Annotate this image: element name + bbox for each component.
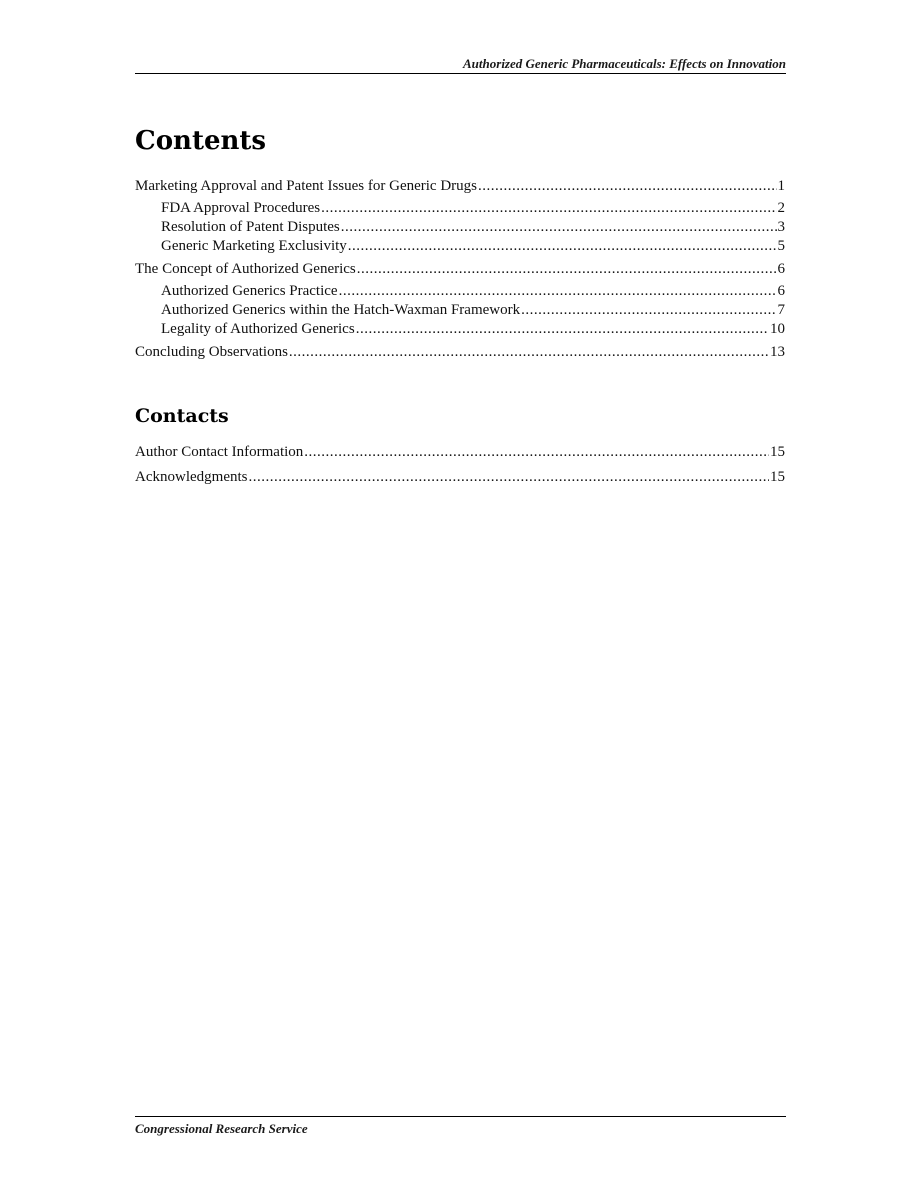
footer-organization: Congressional Research Service xyxy=(135,1121,308,1136)
toc-page-number: 6 xyxy=(777,261,785,277)
toc-page-number: 13 xyxy=(770,344,785,360)
toc-dot-leader xyxy=(356,320,769,339)
toc-dot-leader xyxy=(304,443,769,462)
toc-entry[interactable] xyxy=(135,343,785,362)
toc-dot-leader xyxy=(348,237,777,256)
toc-entry-title: Authorized Generics Practice xyxy=(161,283,338,299)
toc-dot-leader xyxy=(341,218,777,237)
toc-entry[interactable] xyxy=(135,468,785,487)
toc-entry-title: The Concept of Authorized Generics xyxy=(135,261,356,277)
toc-entry-title: Author Contact Information xyxy=(135,444,304,460)
toc-entry[interactable] xyxy=(161,282,785,301)
toc-entry[interactable] xyxy=(161,199,785,218)
toc-dot-leader xyxy=(478,177,777,196)
toc-entry[interactable] xyxy=(135,443,785,462)
toc-page-number: 10 xyxy=(770,321,785,337)
toc-entry[interactable] xyxy=(161,301,785,320)
toc-page-number: 5 xyxy=(777,238,785,254)
toc-entry-title: Generic Marketing Exclusivity xyxy=(161,238,347,254)
toc-dot-leader xyxy=(289,343,769,362)
toc-page-number: 3 xyxy=(777,219,785,235)
toc-dot-leader xyxy=(339,282,777,301)
toc-entry-title: Marketing Approval and Patent Issues for Generic Drugs xyxy=(135,178,477,194)
contents-heading: Contents xyxy=(135,126,267,156)
toc-dot-leader xyxy=(248,468,769,487)
toc-entry[interactable] xyxy=(161,237,785,256)
toc-dot-leader xyxy=(357,260,777,279)
toc-entry-title: Resolution of Patent Disputes xyxy=(161,219,340,235)
toc-dot-leader xyxy=(321,199,776,218)
toc-entry-title: Acknowledgments xyxy=(135,469,248,485)
contacts-toc xyxy=(135,443,785,488)
toc-page-number: 15 xyxy=(770,469,785,485)
toc-page-number: 1 xyxy=(777,178,785,194)
running-footer xyxy=(135,1116,786,1137)
toc-entry-title: FDA Approval Procedures xyxy=(161,200,321,216)
toc-page-number: 15 xyxy=(770,444,785,460)
contents-toc xyxy=(135,177,785,362)
toc-entry[interactable] xyxy=(135,177,785,196)
toc-entry-title: Authorized Generics within the Hatch-Waxman Framework xyxy=(161,302,521,318)
toc-entry[interactable] xyxy=(161,218,785,237)
toc-dot-leader xyxy=(521,301,776,320)
toc-page-number: 7 xyxy=(777,302,785,318)
toc-entry-title: Legality of Authorized Generics xyxy=(161,321,355,337)
toc-entry-title: Concluding Observations xyxy=(135,344,288,360)
toc-entry[interactable] xyxy=(161,320,785,339)
running-header xyxy=(135,56,786,74)
toc-page-number: 6 xyxy=(777,283,785,299)
contacts-heading: Contacts xyxy=(135,405,229,427)
toc-entry[interactable] xyxy=(135,260,785,279)
toc-page-number: 2 xyxy=(777,200,785,216)
running-header-title: Authorized Generic Pharmaceuticals: Effects on Innovation xyxy=(463,56,786,71)
